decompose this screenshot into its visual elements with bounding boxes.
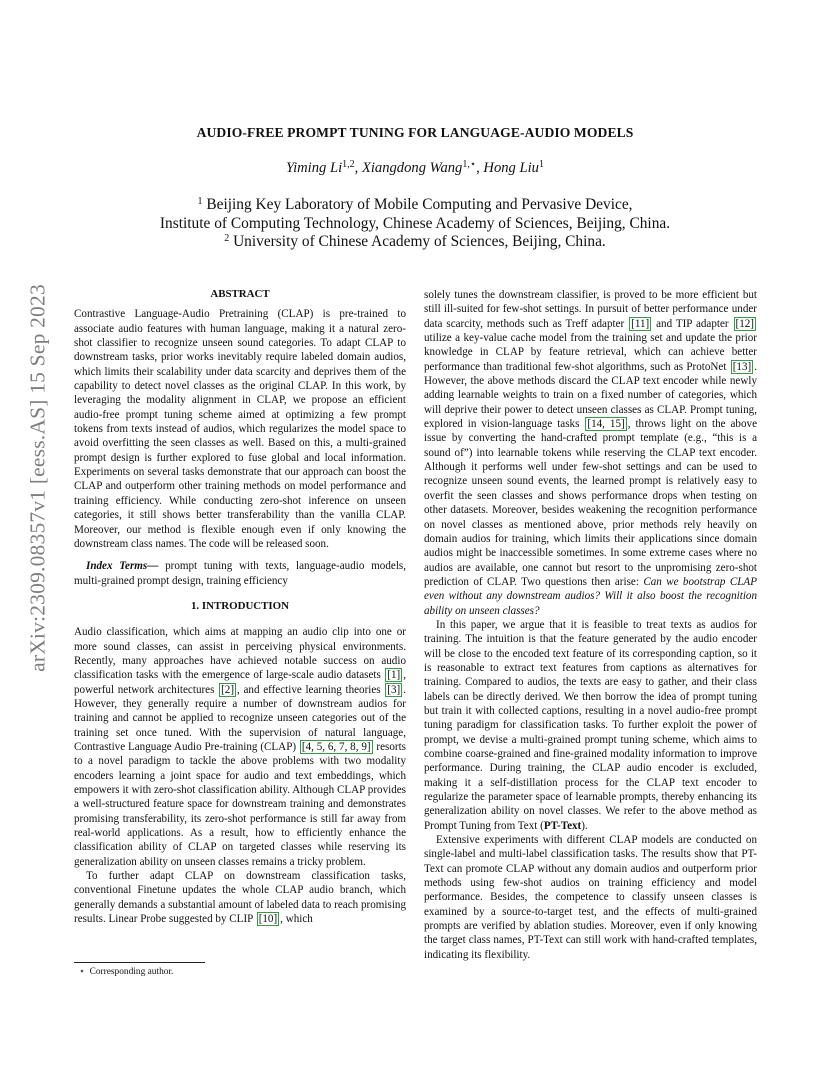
footnote (79, 966, 173, 977)
intro-paragraph-4 (424, 618, 757, 833)
author-affil-mark: 1 (538, 159, 544, 170)
author-affil-mark: 1,⋆ (462, 159, 477, 170)
intro-paragraph-3 (424, 288, 757, 618)
citation-link[interactable]: [1] (387, 669, 401, 682)
text-run: To further adapt CLAP on downstream classification tasks, conventional Finetune updates the whole CLAP audio branch, which generally demands a substantial amount of labeled data to reach promising results. Linear Probe suggested by CLIP (74, 870, 406, 926)
index-terms (74, 559, 406, 588)
bold-text: PT-Text (543, 819, 582, 832)
right-column (424, 288, 757, 962)
citation-link[interactable]: [13] (732, 360, 752, 373)
text-run: , and effective learning theories (237, 683, 385, 696)
intro-paragraph-1 (74, 625, 406, 869)
affiliation-text: Institute of Computing Technology, Chinese Academy of Sciences, Beijing, China. (159, 214, 671, 232)
text-run: . However, they generally require a number of downstream audios for training and cannot be applied to recognize unseen categories out of the training set once tuned. With the supervision of natural language, Contrastive Language Audio Pre-training (CLAP) (74, 683, 407, 753)
footnote-rule (74, 962, 205, 963)
introduction-heading: 1. INTRODUCTION (190, 599, 290, 612)
affiliation-line (74, 215, 756, 234)
abstract-heading: ABSTRACT (210, 288, 270, 300)
author-separator: , (354, 160, 362, 176)
footnote-mark: ⋆ (79, 967, 85, 977)
text-run: utilize a key-value cache model from the training set and update the prior knowledge in CLAP by feature retrieval, which can achieve better performance than traditional few-shot algorithms, such as ProtoNet (424, 332, 757, 373)
author-separator: , (476, 160, 484, 176)
affiliation-mark: 2 (224, 233, 230, 244)
index-terms-label: Index Terms— (86, 560, 159, 573)
abstract-text (74, 307, 406, 551)
intro-paragraph-2 (74, 869, 406, 926)
text-run: and TIP adapter (652, 317, 733, 330)
affiliation-text: Beijing Key Laboratory of Mobile Computing and Pervasive Device, (206, 196, 633, 213)
arxiv-identifier-text: arXiv:2309.08357v1 [eess.AS] 15 Sep 2023 (25, 284, 50, 672)
text-run: resorts to a novel paradigm to tackle the above problems with two modality encoders learning a joint space for audio and text embeddings, which empowers it with zero-shot classification ability. Although CLAP provides a well-structured feature space for downstream training and demonstrates promising transferability, its zero-shot performance is still far away from real-world applications. As a result, how to efficiently enhance the classification ability of CLAP on targeted classes while reserving its generalization ability on unseen classes remains a tricky problem. (74, 740, 407, 868)
citation-link[interactable]: [4, 5, 6, 7, 8, 9] (301, 740, 371, 753)
citation-link[interactable]: [14, 15] (587, 418, 625, 431)
affiliation-text: University of Chinese Academy of Sciences, Beijing, China. (233, 233, 606, 250)
paper-title: AUDIO-FREE PROMPT TUNING FOR LANGUAGE-AUDIO MODELS (196, 125, 634, 140)
author-name: Hong Liu (483, 160, 539, 176)
left-column (74, 287, 406, 926)
text-run: Audio classification, which aims at mapping an audio clip into one or more sound classes, can assist in perceiving physical environments. Recently, many approaches have achieved notable success on audio classification tasks with the emergence of large-scale audio datasets (74, 626, 406, 682)
affiliation-line (74, 233, 756, 252)
affiliation-mark: 1 (197, 196, 203, 207)
affiliations (74, 196, 756, 252)
intro-paragraph-5 (424, 833, 757, 962)
text-run: In this paper, we argue that it is feasible to treat texts as audios for training. The intuition is that the feature generated by the audio encoder will be close to the encoded text feature of its corresponding caption, so it is reasonable to extract text features from captions as alternatives for training. Compared to audios, the texts are easy to gather, and their class labels can be directly derived. We then borrow the idea of prompt tuning but train it with collected captions, resulting in a novel audio-free prompt tuning paradigm for classification tasks. To further exploit the power of prompt, we devise a multi-grained prompt tuning scheme, which aims to combine coarse-grained and fine-grained modality information to improve performance. During training, the CLAP audio encoder is excluded, making it a self-distillation process for the CLAP text encoder to regularize the parameter space of learnable prompts, thereby enhancing its generalization ability on novel classes. We refer to the above method as Prompt Tuning from Text ( (424, 618, 757, 832)
italic-text: Can we bootstrap CLAP even without any downstream audios? Will it also boost the recognition ability on unseen classes? (424, 575, 757, 617)
footnote-text: Corresponding author. (89, 967, 174, 977)
author-name: Yiming Li (286, 160, 343, 176)
text-run: ). (581, 819, 588, 832)
arxiv-identifier (18, 278, 58, 678)
citation-link[interactable]: [10] (258, 913, 278, 926)
citation-link[interactable]: [12] (735, 317, 754, 330)
author-name: Xiangdong Wang (361, 160, 463, 176)
text-run: , which (280, 913, 313, 926)
author-line (74, 160, 756, 177)
citation-link[interactable]: [3] (387, 683, 401, 696)
affiliation-line (74, 196, 756, 215)
index-terms-text: prompt tuning with texts, language-audio models, multi-grained prompt design, training efficiency (74, 560, 406, 587)
text-run: . However, the above methods discard the CLAP text encoder while newly adding learnable weights to train on a fixed number of categories, which will deprive their power to detect unseen classes as CLAP. Prompt tuning, explored in vision-language tasks (424, 360, 757, 431)
text-run: , powerful network architectures (74, 669, 406, 696)
text-run: , throws light on the above issue by converting the hand-crafted prompt template (e.g., “this is a sound of”) into learnable tokens while reserving the CLAP text encoder. Although it performs well under few-shot settings and can be used to recognize unseen sound events, the learned prompt is relatively easy to overfit the seen classes and shows performance drops when testing on other datasets. Moreover, besides weakening the recognition performance on novel classes as mentioned above, prior methods rely heavily on domain audios for training, which limits their applications since domain audios might be inaccessible sometimes. In some extreme cases where no audios are available, one cannot but resort to the unpromising zero-shot prediction of CLAP. Two questions then arise: (424, 418, 757, 588)
citation-link[interactable]: [2] (221, 683, 235, 696)
citation-link[interactable]: [11] (631, 317, 650, 330)
text-run: Extensive experiments with different CLAP models are conducted on single-label and multi-label classification tasks. The results show that PT-Text can promote CLAP without any domain audios and outperform prior methods using few-shot audios on training efficiency and model performance. Besides, the competence to classify unseen classes is examined by a source-to-target test, and the effects of multi-grained prompts are verified by ablation studies. Moreover, even if only knowing the target class names, PT-Text can still work with hand-crafted templates, indicating its flexibility. (424, 834, 757, 961)
author-affil-mark: 1,2 (342, 159, 355, 170)
text-run: solely tunes the downstream classifier, is proved to be more efficient but still ill-suited for few-shot settings. In pursuit of better performance under data scarcity, methods such as Treff adapter (424, 289, 757, 330)
text-run: Contrastive Language-Audio Pretraining (CLAP) is pre-trained to associate audio features with human language, making it a natural zero-shot classifier to recognize unseen sound categories. To adapt CLAP to downstream tasks, prior works inevitably require labeled domain audios, which limits their scalability under data scarcity and deprives them of the capability to detect novel classes as the original CLAP. In this work, by leveraging the modality alignment in CLAP, we propose an efficient audio-free prompt tuning scheme aimed at optimizing a few prompt tokens from texts instead of audios, which regularizes the model space to avoid overfitting the seen classes as well. Based on this, a multi-grained prompt design is further explored to fuse global and local information. Experiments on several tasks demonstrate that our approach can boost the CLAP and outperform other training methods on model performance and training efficiency. While conducting zero-shot inference on unseen categories, it still shows better transferability than the vanilla CLAP. Moreover, our method is flexible enough even if only knowing the downstream class names. The code will be released soon. (74, 308, 406, 550)
